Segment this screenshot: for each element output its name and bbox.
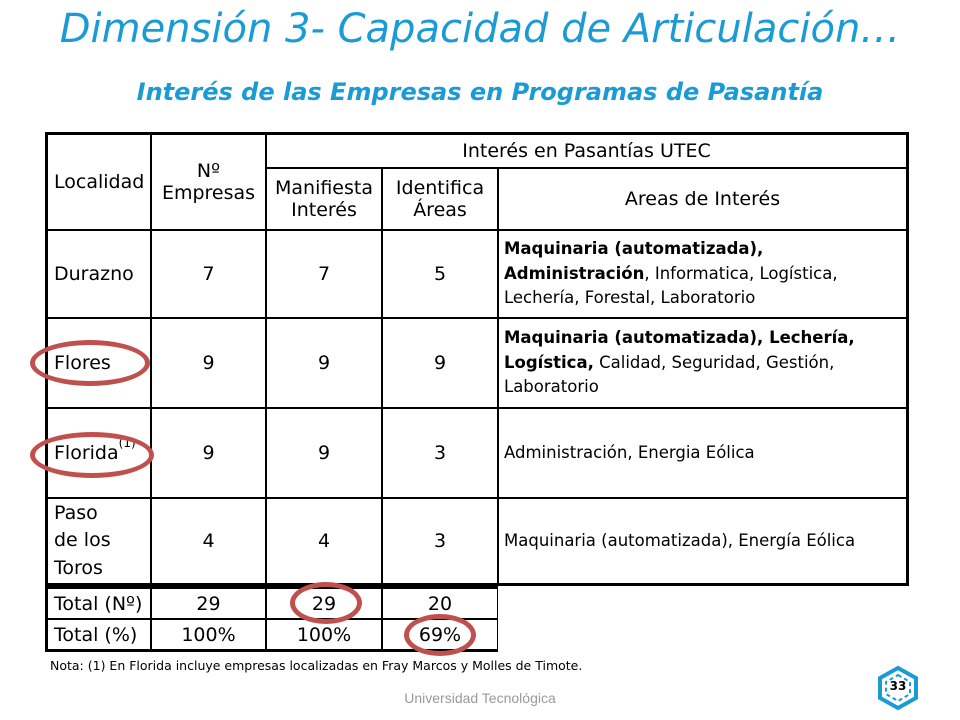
areas-rest: Calidad, Seguridad, Gestión, Laboratorio xyxy=(504,352,835,397)
row-localidad: Florida xyxy=(54,442,119,464)
row-identifica: 3 xyxy=(382,408,498,498)
row-empresas: 9 xyxy=(151,318,266,408)
total-identifica: 20 xyxy=(382,588,498,619)
areas-rest: Administración, Energia Eólica xyxy=(504,442,755,462)
total-empresas: 100% xyxy=(151,619,266,650)
header-areas: Areas de Interés xyxy=(498,168,907,230)
total-manifiesta: 29 xyxy=(266,588,382,619)
footnote-marker: (1) xyxy=(118,436,136,450)
row-areas xyxy=(498,498,907,584)
areas-rest: , Informatica, Logística, Lechería, Forestal, Laboratorio xyxy=(504,263,838,308)
total-label: Total (Nº) xyxy=(47,588,151,619)
footnote: Nota: (1) En Florida incluye empresas localizadas en Fray Marcos y Molles de Timote. xyxy=(50,658,583,673)
highlight-circle-total-manifiesta xyxy=(290,582,362,624)
page-number: 33 xyxy=(889,679,907,693)
row-localidad: Paso de los Toros xyxy=(47,498,151,584)
row-areas xyxy=(498,318,907,408)
header-localidad: Localidad xyxy=(47,134,151,230)
slide-title: Dimensión 3- Capacidad de Articulación… xyxy=(59,6,901,52)
row-identifica: 3 xyxy=(382,498,498,584)
utec-logo xyxy=(876,666,920,710)
row-empresas: 4 xyxy=(151,498,266,584)
row-manifiesta: 9 xyxy=(266,318,382,408)
footer-institution: Universidad Tecnológica xyxy=(404,690,556,706)
total-label: Total (%) xyxy=(47,619,151,650)
slide-subtitle: Interés de las Empresas en Programas de Pasantía xyxy=(136,78,824,106)
total-identifica: 69% xyxy=(382,619,498,650)
highlight-circle-total-pct xyxy=(404,614,476,656)
highlight-circle-flores xyxy=(30,340,150,386)
total-manifiesta: 100% xyxy=(266,619,382,650)
row-localidad: Flores xyxy=(47,318,151,408)
header-identifica: Identifica Áreas xyxy=(382,168,498,230)
row-empresas: 7 xyxy=(151,230,266,318)
header-manifiesta: Manifiesta Interés xyxy=(266,168,382,230)
areas-rest: Maquinaria (automatizada), Energía Eólica xyxy=(504,530,856,550)
row-localidad: Durazno xyxy=(47,230,151,318)
row-manifiesta: 9 xyxy=(266,408,382,498)
row-empresas: 9 xyxy=(151,408,266,498)
total-empresas: 29 xyxy=(151,588,266,619)
row-identifica: 5 xyxy=(382,230,498,318)
areas-bold: Maquinaria (automatizada), Lechería, Logística, xyxy=(504,327,855,372)
highlight-circle-florida xyxy=(30,432,154,478)
header-empresas: Nº Empresas xyxy=(151,134,266,230)
header-interes-group: Interés en Pasantías UTEC xyxy=(266,134,907,168)
row-manifiesta: 4 xyxy=(266,498,382,584)
row-areas xyxy=(498,230,907,318)
row-areas xyxy=(498,408,907,498)
row-manifiesta: 7 xyxy=(266,230,382,318)
row-identifica: 9 xyxy=(382,318,498,408)
areas-bold: Maquinaria (automatizada), Administración xyxy=(504,238,764,283)
